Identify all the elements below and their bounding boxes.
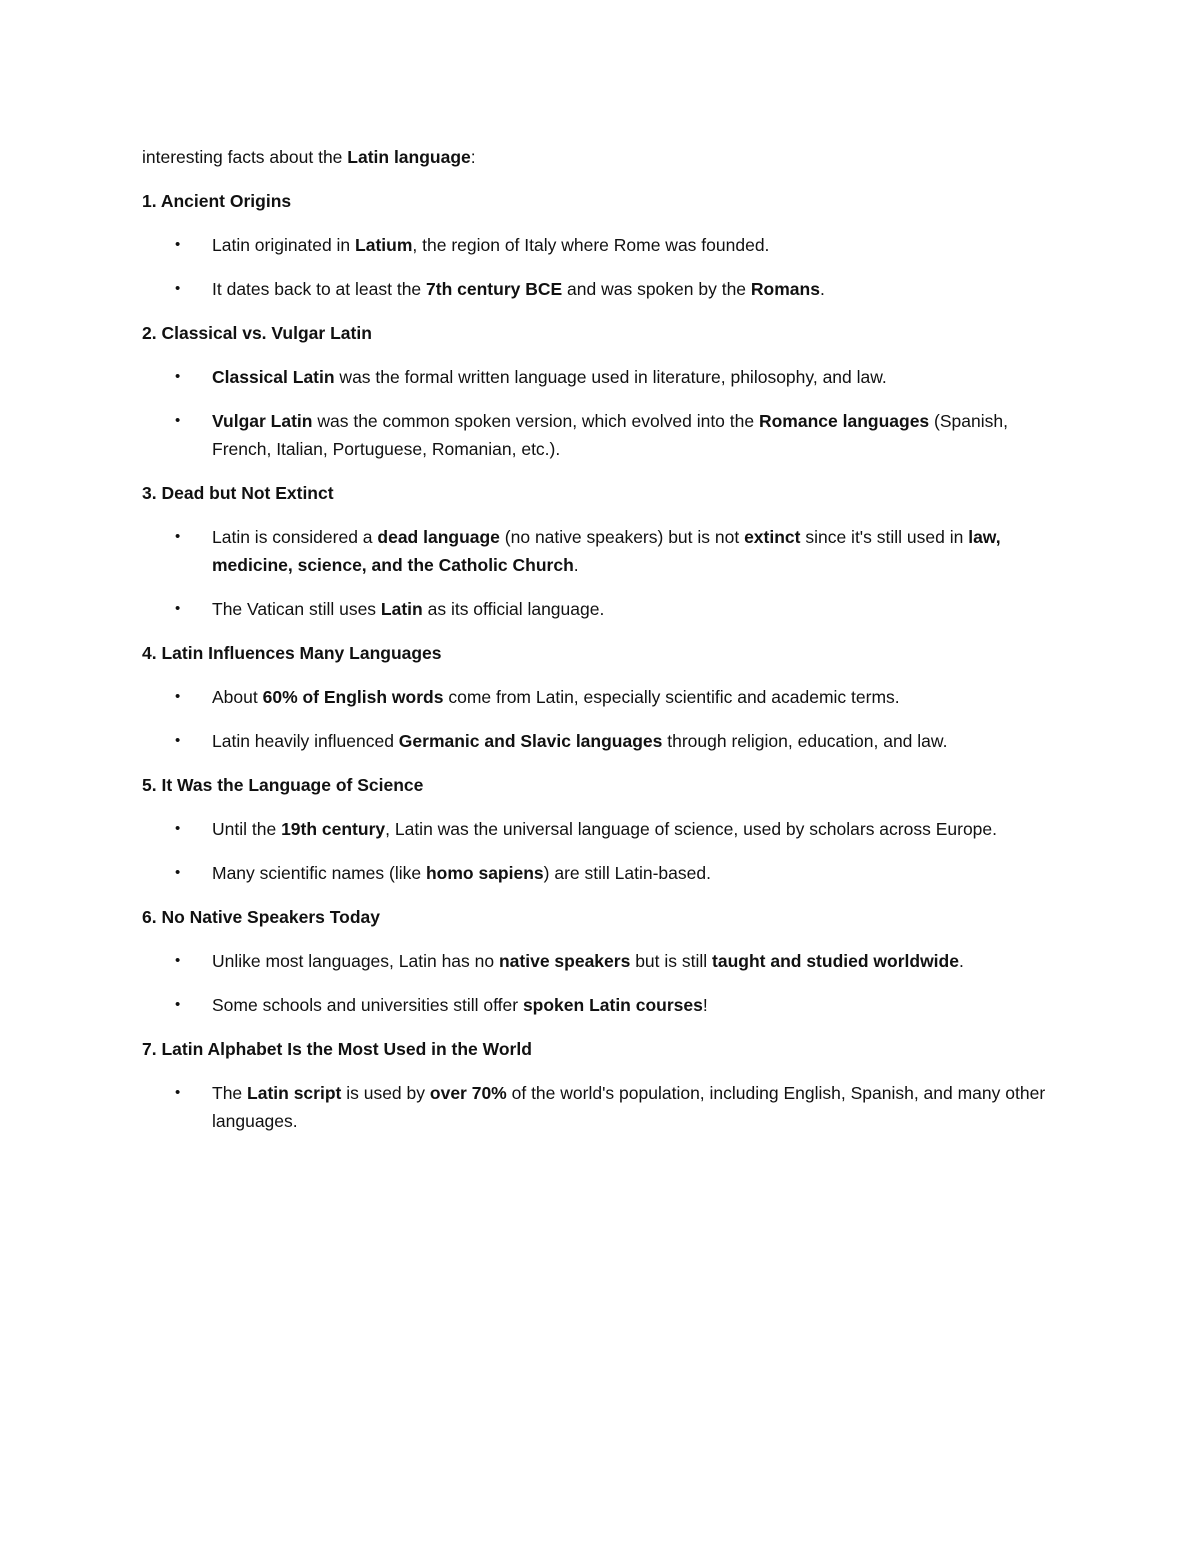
fact-section bbox=[142, 319, 1057, 463]
bullet-icon: • bbox=[175, 412, 181, 429]
item-text: It dates back to at least the bbox=[212, 279, 427, 299]
bullet-icon: • bbox=[175, 820, 181, 837]
fact-section bbox=[142, 479, 1057, 623]
fact-sections bbox=[142, 187, 1057, 1135]
list-item bbox=[142, 231, 1057, 259]
section-title: Dead but Not Extinct bbox=[156, 483, 334, 503]
bullet-list bbox=[142, 363, 1057, 463]
item-text: Latin heavily influenced bbox=[212, 731, 399, 751]
list-item bbox=[142, 727, 1057, 755]
bold-term: 7th century BCE bbox=[426, 279, 563, 299]
intro-paragraph bbox=[142, 143, 1057, 171]
item-text: Until the bbox=[212, 819, 282, 839]
bullet-list bbox=[142, 1079, 1057, 1135]
item-text: Some schools and universities still offer bbox=[212, 995, 523, 1015]
section-heading bbox=[142, 1035, 1057, 1063]
bullet-list bbox=[142, 231, 1057, 303]
bold-term: Classical Latin bbox=[212, 367, 335, 387]
section-number: 1. bbox=[142, 191, 157, 211]
section-number: 7. bbox=[142, 1039, 157, 1059]
section-heading bbox=[142, 639, 1057, 667]
item-text: of the world's population, including English, Spanish, and many other languages. bbox=[212, 1083, 1046, 1131]
section-title: No Native Speakers Today bbox=[156, 907, 380, 927]
bold-term: native speakers bbox=[498, 951, 631, 971]
bold-term: extinct bbox=[744, 527, 801, 547]
bold-term: Romance languages bbox=[758, 411, 930, 431]
fact-section bbox=[142, 639, 1057, 755]
intro-bold-term: Latin language bbox=[347, 147, 471, 167]
section-title: Ancient Origins bbox=[156, 191, 292, 211]
bullet-list bbox=[142, 947, 1057, 1019]
bold-term: law, medicine, science, and the Catholic Church bbox=[212, 527, 1001, 575]
intro-text: interesting facts about the bbox=[142, 147, 348, 167]
bold-term: Vulgar Latin bbox=[212, 411, 313, 431]
list-item bbox=[142, 407, 1057, 463]
item-text: was the formal written language used in literature, philosophy, and law. bbox=[334, 367, 887, 387]
item-text: through religion, education, and law. bbox=[662, 731, 948, 751]
bullet-icon: • bbox=[175, 368, 181, 385]
list-item bbox=[142, 523, 1057, 579]
bullet-list bbox=[142, 815, 1057, 887]
bullet-icon: • bbox=[175, 688, 181, 705]
item-text: , Latin was the universal language of science, used by scholars across Europe. bbox=[385, 819, 998, 839]
section-heading bbox=[142, 187, 1057, 215]
list-item bbox=[142, 363, 1057, 391]
bullet-icon: • bbox=[175, 996, 181, 1013]
item-text: . bbox=[958, 951, 964, 971]
bold-term: homo sapiens bbox=[425, 863, 544, 883]
section-heading bbox=[142, 903, 1057, 931]
item-text: . bbox=[573, 555, 579, 575]
bullet-icon: • bbox=[175, 864, 181, 881]
bullet-icon: • bbox=[175, 1084, 181, 1101]
fact-section bbox=[142, 187, 1057, 303]
item-text: The Vatican still uses bbox=[212, 599, 381, 619]
item-text: . bbox=[819, 279, 825, 299]
bullet-icon: • bbox=[175, 600, 181, 617]
bold-term: Latin script bbox=[247, 1083, 342, 1103]
item-text: since it's still used in bbox=[800, 527, 969, 547]
bullet-icon: • bbox=[175, 236, 181, 253]
section-heading bbox=[142, 771, 1057, 799]
item-text: ) are still Latin-based. bbox=[543, 863, 711, 883]
item-text: Latin originated in bbox=[212, 235, 356, 255]
item-text: , the region of Italy where Rome was founded. bbox=[412, 235, 770, 255]
section-number: 6. bbox=[142, 907, 157, 927]
section-heading bbox=[142, 319, 1057, 347]
fact-section bbox=[142, 903, 1057, 1019]
section-title: Latin Influences Many Languages bbox=[156, 643, 442, 663]
bold-term: over 70% bbox=[429, 1083, 507, 1103]
list-item bbox=[142, 1079, 1057, 1135]
item-text: Many scientific names (like bbox=[212, 863, 426, 883]
bold-term: 60% of English words bbox=[262, 687, 444, 707]
section-title: Classical vs. Vulgar Latin bbox=[156, 323, 372, 343]
section-heading bbox=[142, 479, 1057, 507]
bold-term: 19th century bbox=[281, 819, 386, 839]
bullet-icon: • bbox=[175, 528, 181, 545]
item-text: The bbox=[212, 1083, 248, 1103]
item-text: Latin is considered a bbox=[212, 527, 378, 547]
item-text: and was spoken by the bbox=[562, 279, 751, 299]
bold-term: spoken Latin courses bbox=[522, 995, 703, 1015]
item-text: (no native speakers) but is not bbox=[499, 527, 745, 547]
item-text: but is still bbox=[630, 951, 713, 971]
bold-term: Latium bbox=[355, 235, 413, 255]
item-text: come from Latin, especially scientific and academic terms. bbox=[443, 687, 900, 707]
section-number: 2. bbox=[142, 323, 157, 343]
item-text: Unlike most languages, Latin has no bbox=[212, 951, 499, 971]
section-number: 3. bbox=[142, 483, 157, 503]
bullet-icon: • bbox=[175, 732, 181, 749]
intro-end: : bbox=[470, 147, 476, 167]
fact-section bbox=[142, 771, 1057, 887]
bullet-list bbox=[142, 523, 1057, 623]
bold-term: dead language bbox=[377, 527, 500, 547]
item-text: was the common spoken version, which evolved into the bbox=[312, 411, 759, 431]
section-number: 5. bbox=[142, 775, 157, 795]
item-text: is used by bbox=[341, 1083, 430, 1103]
bullet-icon: • bbox=[175, 280, 181, 297]
bold-term: taught and studied worldwide bbox=[712, 951, 959, 971]
list-item bbox=[142, 815, 1057, 843]
list-item bbox=[142, 947, 1057, 975]
item-text: as its official language. bbox=[422, 599, 605, 619]
section-title: Latin Alphabet Is the Most Used in the World bbox=[156, 1039, 532, 1059]
bold-term: Germanic and Slavic languages bbox=[398, 731, 663, 751]
item-text: (Spanish, French, Italian, Portuguese, Romanian, etc.). bbox=[212, 411, 1008, 459]
bullet-list bbox=[142, 683, 1057, 755]
document-body bbox=[142, 143, 1057, 1151]
section-title: It Was the Language of Science bbox=[156, 775, 424, 795]
item-text: ! bbox=[702, 995, 708, 1015]
bullet-icon: • bbox=[175, 952, 181, 969]
list-item bbox=[142, 595, 1057, 623]
list-item bbox=[142, 683, 1057, 711]
fact-section bbox=[142, 1035, 1057, 1135]
bold-term: Latin bbox=[380, 599, 423, 619]
bold-term: Romans bbox=[750, 279, 820, 299]
section-number: 4. bbox=[142, 643, 157, 663]
list-item bbox=[142, 859, 1057, 887]
list-item bbox=[142, 991, 1057, 1019]
list-item bbox=[142, 275, 1057, 303]
item-text: About bbox=[212, 687, 263, 707]
